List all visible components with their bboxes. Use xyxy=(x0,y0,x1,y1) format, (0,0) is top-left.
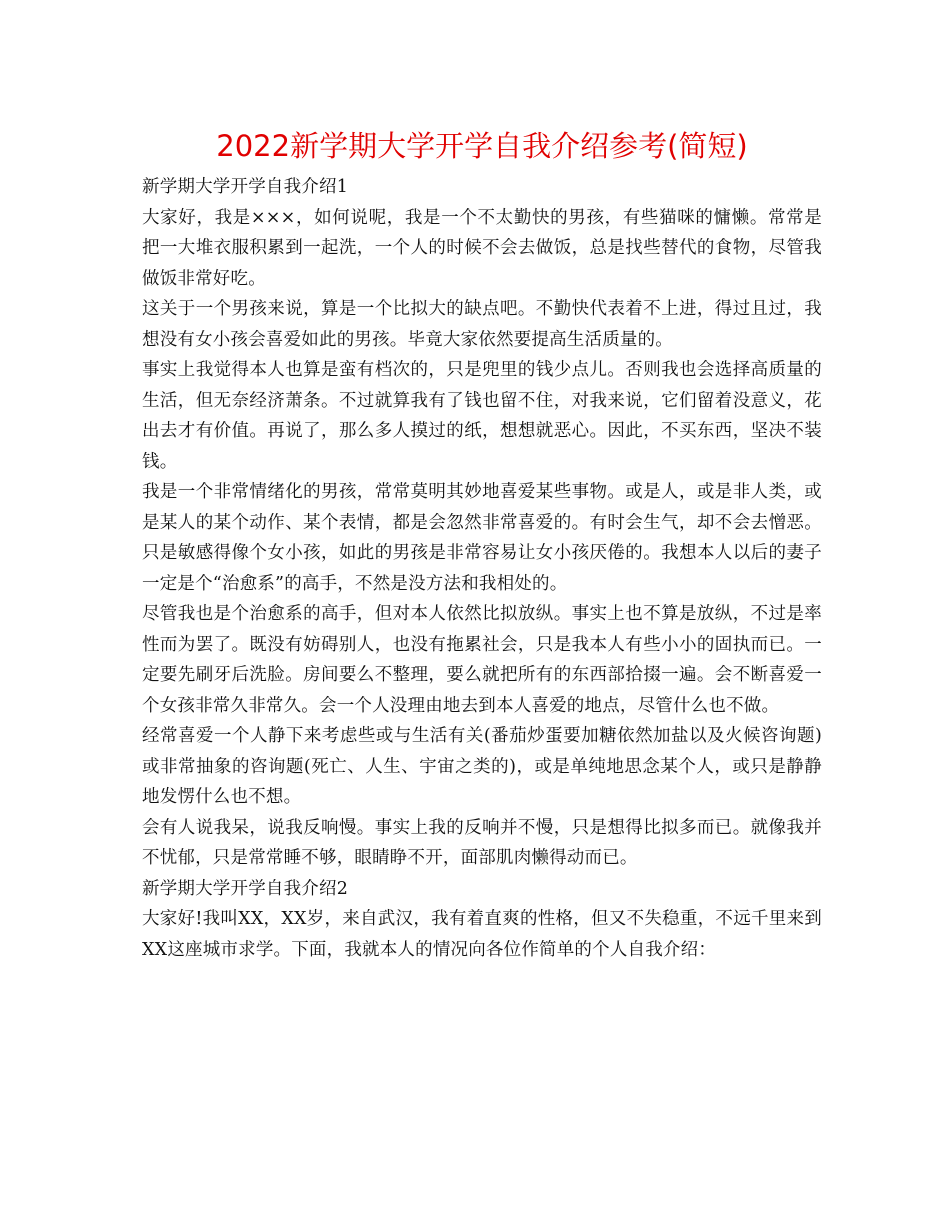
paragraph: 尽管我也是个治愈系的高手，但对本人依然比拟放纵。事实上也不算是放纵，不过是率性而为罢了。既没有妨碍别人，也没有拖累社会，只是我本人有些小小的固执而已。一定要先刷牙后洗脸。房间要么不整理，要么就把所有的东西部拾掇一遍。会不断喜爱一个女孩非常久非常久。会一个人没理由地去到本人喜爱的地点，尽管什么也不做。 xyxy=(142,604,822,716)
paragraph: 大家好!我叫XX，XX岁，来自武汉，我有着直爽的性格，但又不失稳重，不远千里来到XX这座城市求学。下面，我就本人的情况向各位作简单的个人自我介绍： xyxy=(142,909,822,960)
paragraph: 大家好，我是×××，如何说呢，我是一个不太勤快的男孩，有些猫咪的慵懒。常常是把一大堆衣服积累到一起洗，一个人的时候不会去做饭，总是找些替代的食物，尽管我做饭非常好吃。 xyxy=(142,207,822,289)
document-title: 2022新学期大学开学自我介绍参考(简短) xyxy=(216,129,748,163)
document-body xyxy=(142,172,822,965)
paragraph: 经常喜爱一个人静下来考虑些或与生活有关(番茄炒蛋要加糖依然加盐以及火候咨询题)或非常抽象的咨询题(死亡、人生、宇宙之类的)，或是单纯地思念某个人，或只是静静地发愣什么也不想。 xyxy=(142,726,822,807)
section-heading: 新学期大学开学自我介绍1 xyxy=(142,177,349,197)
paragraph: 我是一个非常情绪化的男孩，常常莫明其妙地喜爱某些事物。或是人，或是非人类，或是某人的某个动作、某个表情，都是会忽然非常喜爱的。有时会生气，却不会去憎恶。只是敏感得像个女小孩，如此的男孩是非常容易让女小孩厌倦的。我想本人以后的妻子一定是个“治愈系”的高手，不然是没方法和我相处的。 xyxy=(142,482,822,594)
paragraph: 这关于一个男孩来说，算是一个比拟大的缺点吧。不勤快代表着不上进，得过且过，我想没有女小孩会喜爱如此的男孩。毕竟大家依然要提高生活质量的。 xyxy=(142,299,822,350)
paragraph: 会有人说我呆，说我反响慢。事实上我的反响并不慢，只是想得比拟多而已。就像我并不忧郁，只是常常睡不够，眼睛睁不开，面部肌肉懒得动而已。 xyxy=(142,817,822,868)
section-heading: 新学期大学开学自我介绍2 xyxy=(142,878,349,899)
paragraph: 事实上我觉得本人也算是蛮有档次的，只是兜里的钱少点儿。否则我也会选择高质量的生活，但无奈经济萧条。不过就算我有了钱也留不住，对我来说，它们留着没意义，花出去才有价值。再说了，那么多人摸过的纸，想想就恶心。因此，不买东西，坚决不装钱。 xyxy=(142,360,822,472)
